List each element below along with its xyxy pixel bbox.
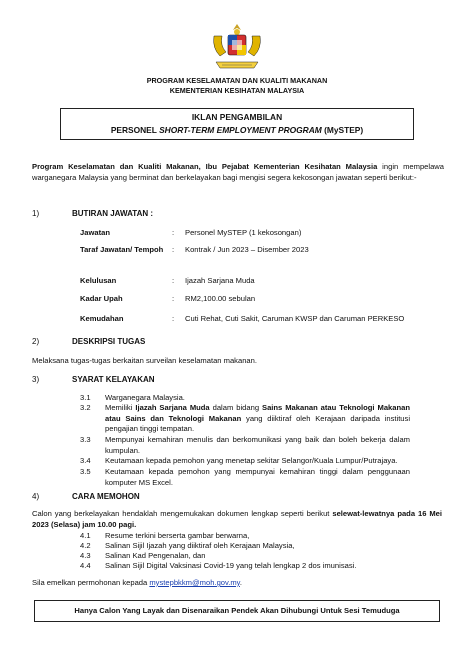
text-part: Memiliki (105, 403, 136, 412)
intro-rest: ingin mempelawa warganegara Malaysia yang berminat dan berkelayakan bagi mengisi segera kekosongan jawatan seperti berikut:- (32, 162, 445, 182)
detail-value: Cuti Rehat, Cuti Sakit, Caruman KWSP dan Caruman PERKESO (185, 314, 405, 323)
title-box (60, 108, 414, 140)
section-title: DESKRIPSI TUGAS (72, 337, 146, 346)
coat-of-arms-icon (208, 22, 266, 72)
section-number: 3) (32, 375, 40, 384)
section-number: 4) (32, 492, 40, 501)
detail-value: RM2,100.00 sebulan (185, 294, 256, 303)
detail-label: Kadar Upah (80, 294, 123, 303)
item-number: 3.1 (80, 393, 91, 402)
item-text (105, 456, 410, 467)
requirement-item (80, 467, 420, 489)
colon: : (172, 294, 175, 303)
email-link[interactable]: mystepbkkm@moh.gov.my (149, 578, 240, 587)
colon: : (172, 245, 175, 254)
item-text (105, 403, 410, 435)
requirement-item (80, 435, 420, 457)
text-part-bold: Sains Makanan atau Teknologi Makanan atau Sains dan Teknologi Makanan (105, 403, 410, 423)
item-number: 4.2 (80, 541, 91, 550)
item-number: 4.1 (80, 531, 91, 540)
colon: : (172, 228, 175, 237)
title-prefix: PERSONEL (110, 125, 160, 135)
section-title: SYARAT KELAYAKAN (72, 375, 155, 384)
intro-bold: Program Keselamatan dan Kualiti Makanan, Ibu Pejabat Kementerian Kesihatan Malaysia (32, 162, 378, 171)
detail-label: Kelulusan (80, 276, 117, 285)
section-title: BUTIRAN JAWATAN : (72, 209, 154, 218)
title-line-1: IKLAN PENGAMBILAN (191, 112, 283, 122)
section-1-heading (32, 209, 153, 218)
text-part: dalam bidang (209, 403, 263, 412)
item-text: Resume terkini berserta gambar berwarna, (105, 531, 250, 540)
footer-notice: Hanya Calon Yang Layak dan Disenaraikan Pendek Akan Dihubungi Untuk Sesi Temuduga (34, 600, 440, 622)
text-part: Keutamaan kepada pemohon yang menetap sekitar Selangor/Kuala Lumpur/Putrajaya. (105, 456, 398, 465)
text-part: yang diiktiraf oleh Kerajaan daripada institusi pengajian tinggi tempatan. (105, 413, 411, 433)
instructions-plain: Calon yang berkelayakan hendaklah mengemukakan dokumen lengkap seperti berikut (32, 509, 333, 518)
section-title: CARA MEMOHON (72, 492, 140, 501)
detail-label: Jawatan (80, 228, 110, 237)
requirement-item (80, 456, 420, 467)
title-line-2 (61, 125, 413, 135)
text-part-bold: Ijazah Sarjana Muda (135, 403, 210, 412)
item-text: Salinan Kad Pengenalan, dan (105, 551, 206, 560)
section-number: 1) (32, 209, 40, 218)
section-4-heading (32, 492, 140, 501)
item-number: 4.3 (80, 551, 91, 560)
detail-value: Personel MySTEP (1 kekosongan) (185, 228, 302, 237)
title-suffix: (MySTEP) (321, 125, 364, 135)
item-text (105, 435, 410, 456)
requirement-item (80, 403, 420, 435)
item-number: 3.2 (80, 403, 91, 412)
program-name: PROGRAM KESELAMATAN DAN KUALITI MAKANAN (146, 76, 328, 85)
item-text: Salinan Sijil Ijazah yang diiktiraf oleh Kerajaan Malaysia, (105, 541, 295, 550)
detail-value: Kontrak / Jun 2023 – Disember 2023 (185, 245, 309, 254)
text-part: Mempunyai kemahiran menulis dan berkomunikasi yang baik dan boleh bekerja dalam kumpulan. (105, 435, 410, 455)
item-number: 3.4 (80, 456, 91, 465)
section-2-heading (32, 337, 145, 346)
item-text (105, 467, 410, 488)
section-3-heading (32, 375, 155, 384)
email-instruction (32, 578, 242, 587)
email-prefix: Sila emelkan permohonan kepada (32, 578, 150, 587)
item-text: Salinan Sijil Digital Vaksinasi Covid-19 yang telah lengkap 2 dos imunisasi. (105, 561, 357, 570)
title-italic: SHORT-TERM EMPLOYMENT PROGRAM (159, 125, 322, 135)
deadline-text: selewat-lewatnya pada 16 Mei 2023 (Selasa) jam 10.00 pagi. (32, 509, 443, 529)
item-number: 4.4 (80, 561, 91, 570)
item-number: 3.3 (80, 435, 91, 444)
email-suffix: . (239, 578, 243, 587)
detail-label: Kemudahan (80, 314, 124, 323)
intro-paragraph (32, 162, 444, 183)
item-text (105, 393, 410, 404)
text-part: Warganegara Malaysia. (105, 393, 185, 402)
colon: : (172, 276, 175, 285)
colon: : (172, 314, 175, 323)
ministry-name: KEMENTERIAN KESIHATAN MALAYSIA (169, 86, 305, 95)
section-number: 2) (32, 337, 40, 346)
detail-value: Ijazah Sarjana Muda (185, 276, 255, 285)
document-item (80, 561, 420, 572)
application-instructions (32, 509, 442, 530)
item-number: 3.5 (80, 467, 91, 476)
detail-label: Taraf Jawatan/ Tempoh (80, 245, 164, 254)
text-part: Keutamaan kepada pemohon yang mempunyai kemahiran tinggi dalam penggunaan komputer MS Excel. (105, 467, 410, 487)
task-description: Melaksana tugas-tugas berkaitan surveilan keselamatan makanan. (32, 356, 257, 365)
